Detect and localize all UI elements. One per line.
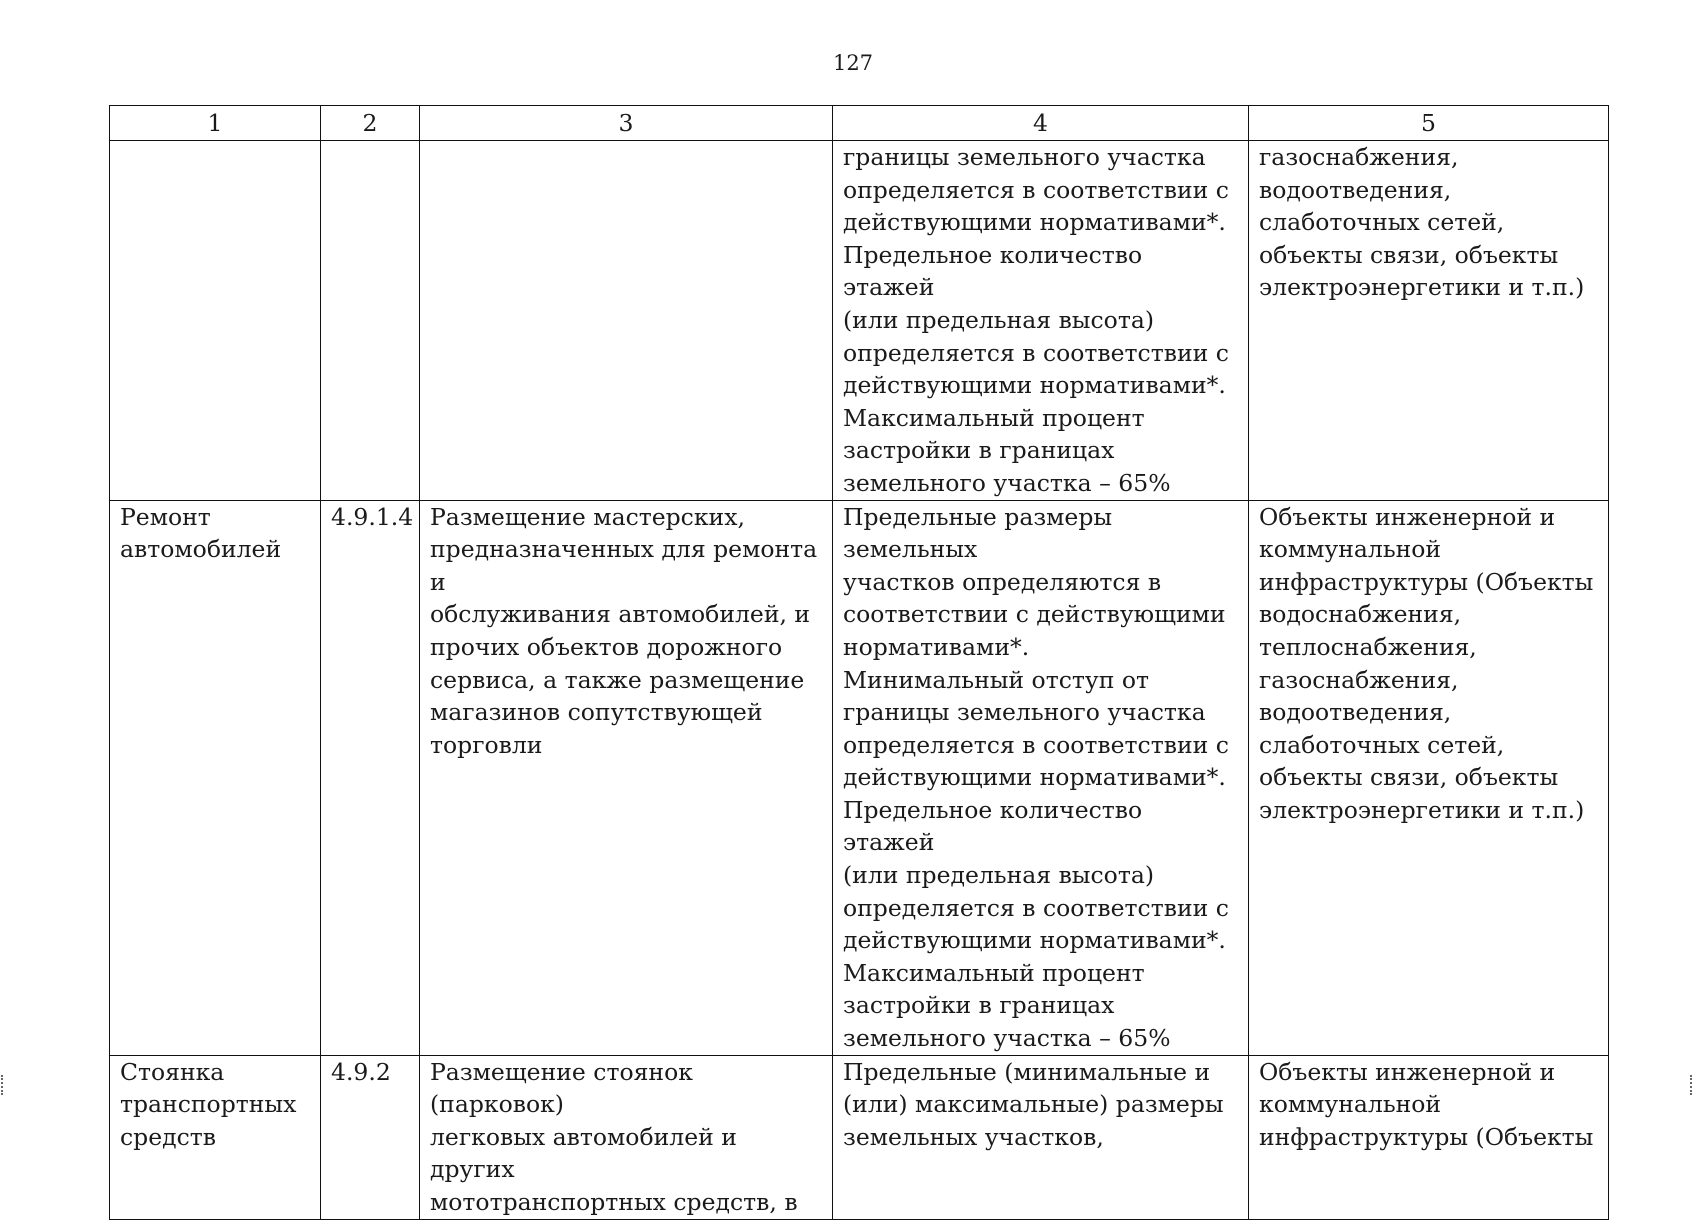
- column-header-3: 3: [420, 106, 833, 141]
- use-name-cell: Ремонт автомобилей: [110, 500, 321, 1055]
- table-row: [110, 500, 1609, 1055]
- parameters-cell: Предельные (минимальные и (или) максимальные) размеры земельных участков,: [833, 1055, 1249, 1219]
- regulations-table: [109, 105, 1609, 1220]
- parameters-cell: Предельные размеры земельных участков определяются в соответствии с действующими нормативами*. Минимальный отступ от границы земельного участка определяется в соответствии с действующими нормативами*. Предельное количество этажей (или предельная высота) определяется в соответствии с действующими нормативами*. Максимальный процент застройки в границах земельного участка – 65%: [833, 500, 1249, 1055]
- parameters-cell: границы земельного участка определяется в соответствии с действующими нормативами*. Предельное количество этажей (или предельная высота) определяется в соответствии с действующими нормативами*. Максимальный процент застройки в границах земельного участка – 65%: [833, 141, 1249, 501]
- use-name-cell: [110, 141, 321, 501]
- use-code-cell: 4.9.2: [321, 1055, 420, 1219]
- column-header-1: 1: [110, 106, 321, 141]
- column-header-5: 5: [1249, 106, 1609, 141]
- table-row: [110, 1055, 1609, 1219]
- scan-edge-mark-left: [1, 1075, 6, 1095]
- auxiliary-objects-cell: Объекты инженерной и коммунальной инфраструктуры (Объекты водоснабжения, теплоснабжения, газоснабжения, водоотведения, слаботочных сетей, объекты связи, объекты электроэнергетики и т.п.): [1249, 500, 1609, 1055]
- use-code-cell: [321, 141, 420, 501]
- scan-edge-mark-right: [1690, 1075, 1695, 1095]
- use-description-cell: Размещение мастерских, предназначенных для ремонта и обслуживания автомобилей, и прочих объектов дорожного сервиса, а также размещение магазинов сопутствующей торговли: [420, 500, 833, 1055]
- table-row: [110, 141, 1609, 501]
- use-description-cell: [420, 141, 833, 501]
- column-header-2: 2: [321, 106, 420, 141]
- use-code-cell: 4.9.1.4: [321, 500, 420, 1055]
- use-name-cell: Стоянка транспортных средств: [110, 1055, 321, 1219]
- column-header-4: 4: [833, 106, 1249, 141]
- page-number: 127: [832, 51, 874, 75]
- auxiliary-objects-cell: газоснабжения, водоотведения, слаботочных сетей, объекты связи, объекты электроэнергетики и т.п.): [1249, 141, 1609, 501]
- auxiliary-objects-cell: Объекты инженерной и коммунальной инфраструктуры (Объекты: [1249, 1055, 1609, 1219]
- use-description-cell: Размещение стоянок (парковок) легковых автомобилей и других мототранспортных средств, в: [420, 1055, 833, 1219]
- table-header-row: [110, 106, 1609, 141]
